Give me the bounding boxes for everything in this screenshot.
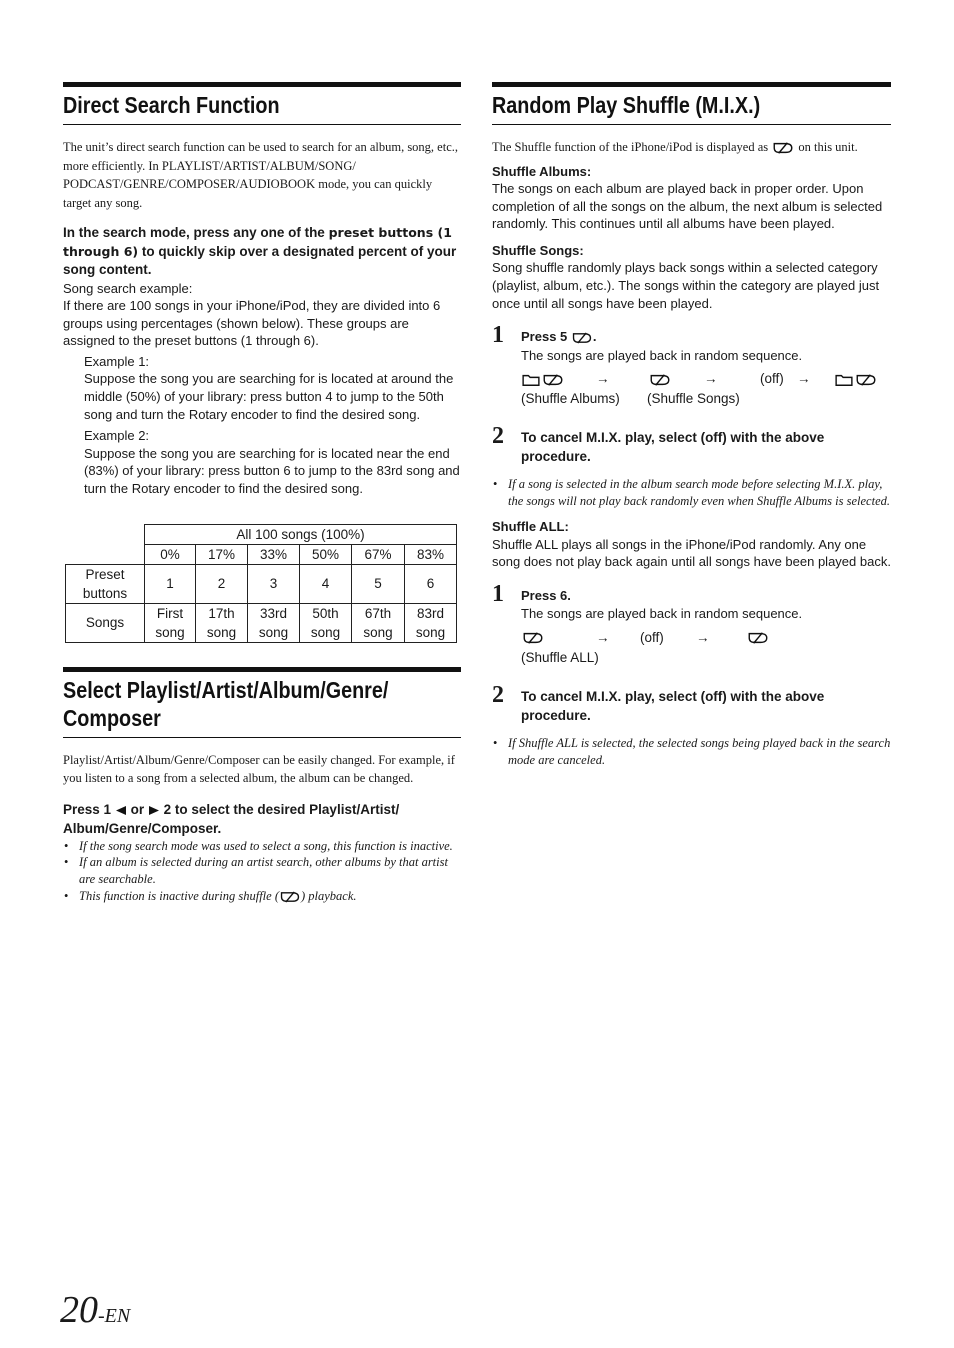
list-item: • If the song search mode was used to select a song, this function is inactive. bbox=[63, 838, 461, 855]
shuffle-sequence-a bbox=[521, 369, 891, 391]
shuffle-icon bbox=[541, 373, 565, 387]
instruction-part-c: to quickly skip over a designated percent of your song content. bbox=[63, 243, 457, 277]
arrow: → bbox=[596, 371, 610, 387]
arrow: → bbox=[797, 371, 811, 387]
select-playlist-title-line2: Composer bbox=[63, 704, 161, 731]
table-cell-song: First song bbox=[145, 603, 196, 642]
step-b1 bbox=[492, 580, 891, 668]
table-cell-song: 17th song bbox=[196, 603, 248, 642]
song-search-example-heading: Song search example: bbox=[63, 280, 193, 296]
left-triangle-icon bbox=[115, 805, 127, 816]
example-1-text-a: Suppose the song you are searching for is located at around the middle (50%) of your library: press button 4 to jump to the 50th song and turn the bbox=[84, 371, 454, 422]
step-b1-description: The songs are played back in random sequence. bbox=[521, 606, 803, 622]
step-press: Press bbox=[521, 587, 561, 603]
note3-text-a: This function is inactive during shuffle ( bbox=[79, 889, 279, 904]
list-item: • If a song is selected in the album search mode before selecting M.I.X. play, the songs will not play back randomly even when Shuffle Albums is selected. bbox=[492, 476, 891, 510]
shuffle-all-symbol bbox=[746, 630, 770, 645]
shuffle-songs-symbol bbox=[648, 371, 672, 386]
example-1 bbox=[63, 353, 461, 423]
select-playlist-intro: Playlist/Artist/Album/Genre/Composer can be easily changed. For example, if you listen to a song from a selected album, the album can be changed. bbox=[63, 752, 455, 786]
arrow: → bbox=[696, 630, 710, 645]
table-row-label-songs: Songs bbox=[66, 603, 145, 642]
table-cell-percent: 67% bbox=[352, 544, 405, 564]
shuffle-all-symbol bbox=[521, 630, 545, 645]
step-a2-instruction: To cancel M.I.X. play, select (off) with the above procedure. bbox=[521, 430, 825, 464]
button-2-label: 2 bbox=[163, 801, 172, 817]
step-b1-instruction: Press 6. bbox=[521, 587, 571, 603]
direct-search-intro: The unit’s direct search function can be used to search for an album, song, etc., more efficiently. In PLAYLIST/ARTIST/ALBUM/SONG/ PODCAST/GENRE/COMPOSER/AUDIOBOOK mode, you can quickly target any song. bbox=[63, 140, 459, 210]
table-row bbox=[66, 524, 457, 544]
shuffle-icon bbox=[571, 331, 593, 345]
select-playlist-title-line1: Select Playlist/Artist/Album/Genre/ bbox=[63, 676, 389, 703]
instruction-or: or bbox=[126, 801, 148, 817]
example-1-body bbox=[84, 370, 461, 423]
shuffle-albums-heading: Shuffle Albums: bbox=[492, 163, 592, 179]
table-cell-percent: 17% bbox=[196, 544, 248, 564]
table-cell-preset: 4 bbox=[300, 564, 352, 603]
arrow: → bbox=[596, 630, 610, 645]
shuffle-albums-note bbox=[492, 476, 891, 510]
shuffle-songs-body: Song shuffle randomly plays back songs within a selected category (playlist, album, etc.). The songs within the category are played just once until all songs have been played. bbox=[492, 260, 880, 311]
table-cell-song: 67th song bbox=[352, 603, 405, 642]
example-2-text-c: to find the desired song. bbox=[220, 481, 363, 497]
table-cell-percent: 0% bbox=[145, 544, 196, 564]
step-press: Press bbox=[521, 329, 561, 345]
shuffle-sequence-b-labels bbox=[521, 650, 891, 668]
table-row bbox=[66, 564, 457, 603]
page-number bbox=[60, 1288, 130, 1338]
step-number: 2 bbox=[492, 423, 504, 450]
shuffle-icon bbox=[279, 890, 301, 904]
shuffle-all-caption: (Shuffle ALL) bbox=[521, 650, 599, 665]
folder-icon bbox=[834, 373, 854, 387]
intro-text-a: The Shuffle function of the iPhone/iPod is displayed as bbox=[492, 140, 769, 154]
table-row bbox=[66, 544, 457, 564]
random-play-intro bbox=[492, 138, 891, 157]
step-number: 1 bbox=[492, 322, 504, 349]
example-2-label: Example 2: bbox=[84, 428, 150, 444]
table-header-all-songs: All 100 songs (100%) bbox=[145, 524, 457, 544]
shuffle-icon bbox=[771, 141, 795, 155]
table-row-label-preset: Preset buttons bbox=[66, 564, 145, 603]
instruction-rest: to select the desired Playlist/Artist/ Album/Genre/Composer. bbox=[63, 801, 400, 836]
example-2-text-a: Suppose the song you are searching for is located near the end (83%) of your library: press button 6 to jump to the 83rd song and turn the bbox=[84, 445, 460, 497]
shuffle-sequence-a-labels bbox=[521, 391, 891, 409]
rotary-encoder-label: Rotary encoder bbox=[188, 406, 278, 422]
list-item bbox=[63, 888, 461, 905]
shuffle-all-note bbox=[492, 735, 891, 769]
table-cell-preset: 2 bbox=[196, 564, 248, 603]
table-cell-song: 83rd song bbox=[405, 603, 457, 642]
list-item: • If Shuffle ALL is selected, the selected songs being played back in the search mode are canceled. bbox=[492, 735, 891, 769]
random-play-header bbox=[492, 82, 891, 125]
shuffle-icon bbox=[854, 373, 878, 387]
shuffle-icon bbox=[648, 373, 672, 387]
table-row bbox=[66, 603, 457, 642]
off-label: (off) bbox=[640, 630, 664, 645]
example-1-text-c: to find the desired song. bbox=[277, 406, 421, 422]
shuffle-albums-symbol bbox=[521, 371, 565, 386]
shuffle-albums-body: The songs on each album are played back in proper order. Upon completion of all the songs on the album, the next album is selected randomly. This continues until all albums have been played. bbox=[492, 181, 883, 232]
step-b2 bbox=[492, 682, 891, 725]
example-1-label: Example 1: bbox=[84, 353, 150, 369]
percentage-table bbox=[65, 524, 457, 643]
example-2 bbox=[63, 427, 461, 497]
preset-buttons-label: preset buttons (1 through 6) bbox=[63, 225, 452, 259]
left-column bbox=[63, 82, 461, 905]
select-playlist-header bbox=[63, 667, 461, 738]
shuffle-albums-symbol bbox=[834, 371, 878, 386]
shuffle-all-heading: Shuffle ALL: bbox=[492, 519, 569, 535]
right-triangle-icon bbox=[148, 805, 160, 816]
step-number: 2 bbox=[492, 682, 504, 708]
page-number-value: 20 bbox=[60, 1289, 98, 1331]
step-a1-instruction: Press 5 . bbox=[521, 329, 597, 345]
shuffle-sequence-b bbox=[521, 628, 891, 650]
step-number: 1 bbox=[492, 580, 504, 607]
shuffle-all-body: Shuffle ALL plays all songs in the iPhone/iPod randomly. Any one song does not play back again until all songs have been played back. bbox=[492, 536, 891, 570]
step-a1-description: The songs are played back in random sequence. bbox=[521, 347, 803, 363]
shuffle-albums-caption: (Shuffle Albums) bbox=[521, 391, 620, 407]
list-item: • If an album is selected during an artist search, other albums by that artist are searchable. bbox=[63, 854, 461, 888]
random-play-title: Random Play Shuffle (M.I.X.) bbox=[492, 92, 761, 118]
shuffle-songs-caption: (Shuffle Songs) bbox=[647, 391, 740, 407]
folder-icon bbox=[521, 373, 541, 387]
instruction-press: Press bbox=[63, 801, 104, 817]
direct-search-header bbox=[63, 82, 461, 125]
intro-text-b: on this unit. bbox=[798, 140, 858, 154]
shuffle-icon bbox=[521, 631, 545, 645]
example-2-body bbox=[84, 445, 461, 498]
table-cell-percent: 33% bbox=[248, 544, 300, 564]
button-1-label: 1 bbox=[103, 801, 112, 817]
direct-search-instruction bbox=[63, 224, 461, 280]
off-label: (off) bbox=[760, 371, 784, 387]
table-cell-preset: 5 bbox=[352, 564, 405, 603]
direct-search-title: Direct Search Function bbox=[63, 92, 280, 118]
table-cell-preset: 1 bbox=[145, 564, 196, 603]
table-cell-preset: 6 bbox=[405, 564, 457, 603]
table-cell-percent: 83% bbox=[405, 544, 457, 564]
shuffle-icon bbox=[746, 631, 770, 645]
rotary-encoder-label: Rotary encoder bbox=[131, 481, 221, 497]
button-6-label: 6 bbox=[560, 587, 568, 603]
step-a1 bbox=[492, 322, 891, 409]
select-playlist-notes bbox=[63, 838, 461, 905]
step-b2-instruction: To cancel M.I.X. play, select (off) with the above procedure. bbox=[521, 689, 825, 723]
table-cell-song: 33rd song bbox=[248, 603, 300, 642]
page-number-suffix: -EN bbox=[98, 1305, 131, 1327]
instruction-part-a: In the search mode, press any one of the bbox=[63, 225, 329, 240]
arrow: → bbox=[704, 371, 718, 387]
button-5-label: 5 bbox=[560, 329, 568, 345]
song-search-example-body: If there are 100 songs in your iPhone/iPod, they are divided into 6 groups using percentages (shown below). These groups are assigned to the preset buttons (1 through 6). bbox=[63, 298, 441, 349]
note3-text-b: ) playback. bbox=[301, 889, 357, 904]
step-a2 bbox=[492, 423, 891, 466]
table-cell-song: 50th song bbox=[300, 603, 352, 642]
table-cell-preset: 3 bbox=[248, 564, 300, 603]
shuffle-songs-heading: Shuffle Songs: bbox=[492, 242, 584, 258]
table-cell-percent: 50% bbox=[300, 544, 352, 564]
select-playlist-instruction bbox=[63, 800, 461, 838]
right-column bbox=[492, 82, 891, 769]
